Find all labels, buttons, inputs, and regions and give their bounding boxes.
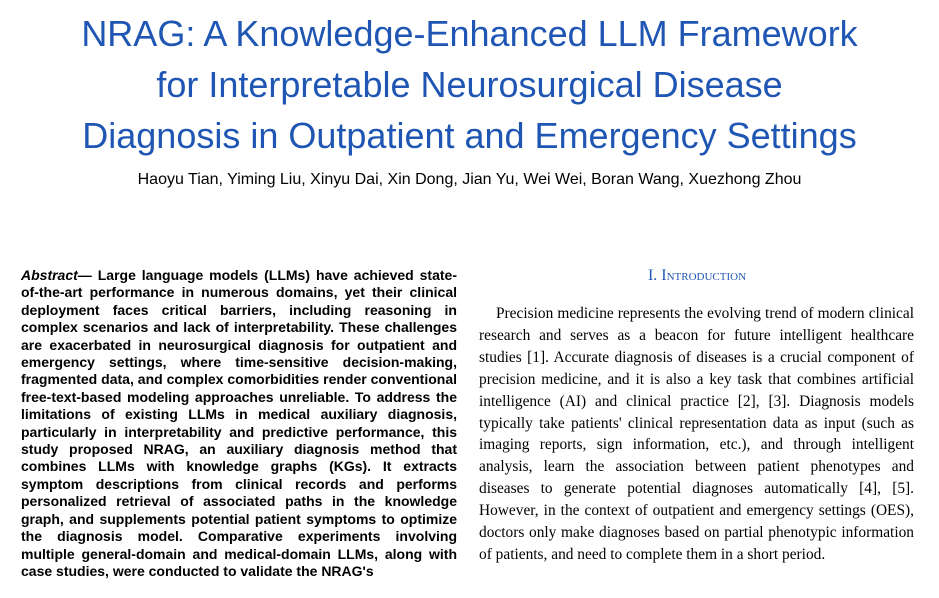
author-list: Haoyu Tian, Yiming Liu, Xinyu Dai, Xin Dong, Jian Yu, Wei Wei, Boran Wang, Xuezhong Zhou: [137, 171, 802, 188]
section-title: Introduction: [661, 267, 747, 284]
abstract-text: Large language models (LLMs) have achieved state-of-the-art performance in numerous domains, yet their clinical deployment faces critical barriers, including reasoning in complex scenarios and lack of interpretability. These challenges are exacerbated in neurosurgical diagnosis for outpatient and emergency settings, where time-sensitive decision-making, fragmented data, and complex comorbidities render conventional free-text-based modeling approaches unreliable. To address the limitations of existing LLMs in medical auxiliary diagnosis, particularly in interpretability and predictive performance, this study proposed NRAG, an auxiliary diagnosis method that combines LLMs with knowledge graphs (KGs). It extracts symptom descriptions from clinical records and performs personalized retrieval of associated paths in the knowledge graph, and supplements potential patient symptoms to optimize the diagnosis model. Comparative experiments involving multiple general-domain and medical-domain LLMs, along with case studies, were conducted to validate the NRAG's: [21, 267, 457, 579]
title-line-3: Diagnosis in Outpatient and Emergency Settings: [82, 115, 857, 156]
title-line-2: for Interpretable Neurosurgical Disease: [156, 64, 783, 105]
abstract-label: Abstract: [21, 267, 78, 283]
section-number: I.: [647, 267, 662, 284]
abstract-dash: —: [77, 267, 98, 283]
paper-title: [0, 8, 939, 161]
title-line-1: NRAG: A Knowledge-Enhanced LLM Framework: [81, 13, 858, 54]
section-heading-introduction: [479, 266, 915, 286]
intro-paragraph: Precision medicine represents the evolving trend of modern clinical research and serves as a beacon for future intelligent healthcare studies [1]. Accurate diagnosis of diseases is a crucial component of precision medicine, and it is also a key task that combines artificial intelligence (AI) and clinical practice [2], [3]. Diagnosis models typically take patients' clinical representation data as input (such as imaging reports, sign information, etc.), and through intelligent analysis, learn the association between patient phenotypes and diseases to generate potential diagnoses automatically [4], [5]. However, in the context of outpatient and emergency settings (OES), doctors only make diagnoses based on partial phenotypic information of patients, and need to complete them in a short period.: [479, 305, 914, 563]
abstract-block: [21, 267, 457, 580]
